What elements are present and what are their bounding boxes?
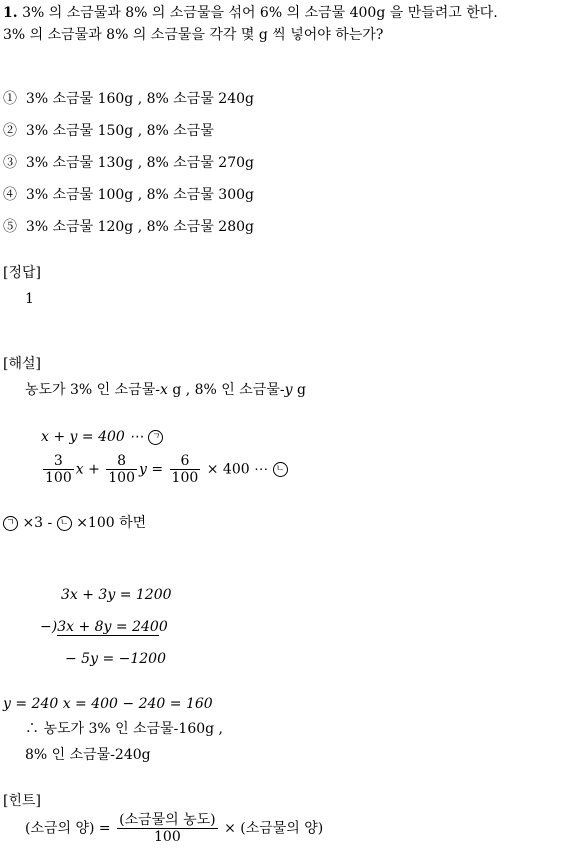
option-text: 3% 소금물 160g , 8% 소금물 240g — [25, 91, 254, 107]
question-text-1: 3% 의 소금물과 8% 의 소금물을 섞어 6% 의 소금물 400g 을 만들려고 한다. — [22, 5, 498, 21]
explanation-intro — [25, 381, 306, 399]
answer-label: [정답] — [3, 265, 41, 281]
fraction-8-100 — [106, 453, 137, 486]
calc-line-1: 3x + 3y = 1200 — [61, 587, 172, 603]
intro-text: 농도가 3% 인 소금물- — [25, 382, 160, 398]
option-marker: ① — [3, 91, 17, 107]
var-y: y — [284, 382, 293, 398]
calc-underlined: 3x + 8y = 240 — [57, 619, 159, 635]
hint-label: [힌트] — [3, 793, 41, 809]
option-text: 3% 소금물 120g , 8% 소금물 280g — [25, 219, 254, 235]
frac-den: 100 — [171, 470, 199, 486]
equation-2 — [41, 453, 288, 486]
question-number: 1. — [3, 5, 18, 21]
frac-num: 3 — [43, 453, 74, 470]
option-3[interactable] — [3, 154, 254, 172]
equation-text: y = — [139, 461, 164, 478]
option-text: 3% 소금물 100g , 8% 소금물 300g — [25, 187, 254, 203]
equation-text: × 400 ⋯ — [206, 461, 269, 478]
calc-line-3: − 5y = −1200 — [65, 651, 166, 667]
frac-num: 6 — [170, 453, 201, 470]
operation-line — [3, 514, 146, 532]
option-text: 3% 소금물 150g , 8% 소금물 — [25, 123, 214, 139]
result-line: y = 240 x = 400 − 240 = 160 — [3, 696, 213, 712]
frac-num: (소금물의 농도) — [119, 812, 216, 828]
hint-text: (소금의 양) = — [25, 820, 111, 837]
frac-num: 8 — [106, 453, 137, 470]
circle-marker-2: ㄴ — [273, 462, 288, 477]
calc-tail: 0 — [158, 619, 168, 635]
operation-text: ×100 하면 — [76, 515, 147, 531]
var-x: x — [159, 382, 168, 398]
calc-line-2 — [40, 618, 168, 636]
circle-marker-1: ㄱ — [148, 430, 163, 445]
option-5[interactable] — [3, 218, 254, 236]
hint-formula — [25, 812, 323, 845]
option-1[interactable] — [3, 90, 254, 108]
option-4[interactable] — [3, 186, 254, 204]
option-marker: ③ — [3, 155, 17, 171]
calc-prefix: −) — [40, 619, 58, 635]
intro-text: g — [292, 382, 306, 398]
operation-text: ×3 - — [22, 515, 57, 531]
option-marker: ② — [3, 123, 17, 139]
circle-marker-2: ㄴ — [57, 516, 72, 531]
option-marker: ④ — [3, 187, 17, 203]
equation-1 — [41, 428, 163, 446]
intro-text: g , 8% 인 소금물- — [167, 382, 285, 398]
frac-den: 100 — [45, 470, 72, 486]
fraction-3-100 — [43, 453, 74, 486]
equation-text: x + y = 400 ⋯ — [41, 429, 144, 445]
question-text-2: 3% 의 소금물과 8% 의 소금물을 각각 몇 g 씩 넣어야 하는가? — [3, 27, 384, 43]
option-2[interactable] — [3, 122, 214, 140]
frac-den: 100 — [154, 829, 181, 845]
equation-text: x + — [75, 461, 100, 478]
hint-text: × (소금물의 양) — [224, 820, 324, 837]
answer-value: 1 — [25, 291, 34, 307]
explanation-label: [해설] — [3, 356, 41, 372]
frac-den: 100 — [108, 470, 135, 486]
option-marker: ⑤ — [3, 219, 17, 235]
conclusion-line-2: 8% 인 소금물-240g — [25, 747, 151, 763]
option-text: 3% 소금물 130g , 8% 소금물 270g — [25, 155, 254, 171]
conclusion-line-1: ∴ 농도가 3% 인 소금물-160g , — [25, 721, 223, 737]
hint-fraction — [117, 812, 218, 845]
question-line-1 — [3, 4, 498, 22]
circle-marker-1: ㄱ — [3, 516, 18, 531]
fraction-6-100 — [170, 453, 201, 486]
